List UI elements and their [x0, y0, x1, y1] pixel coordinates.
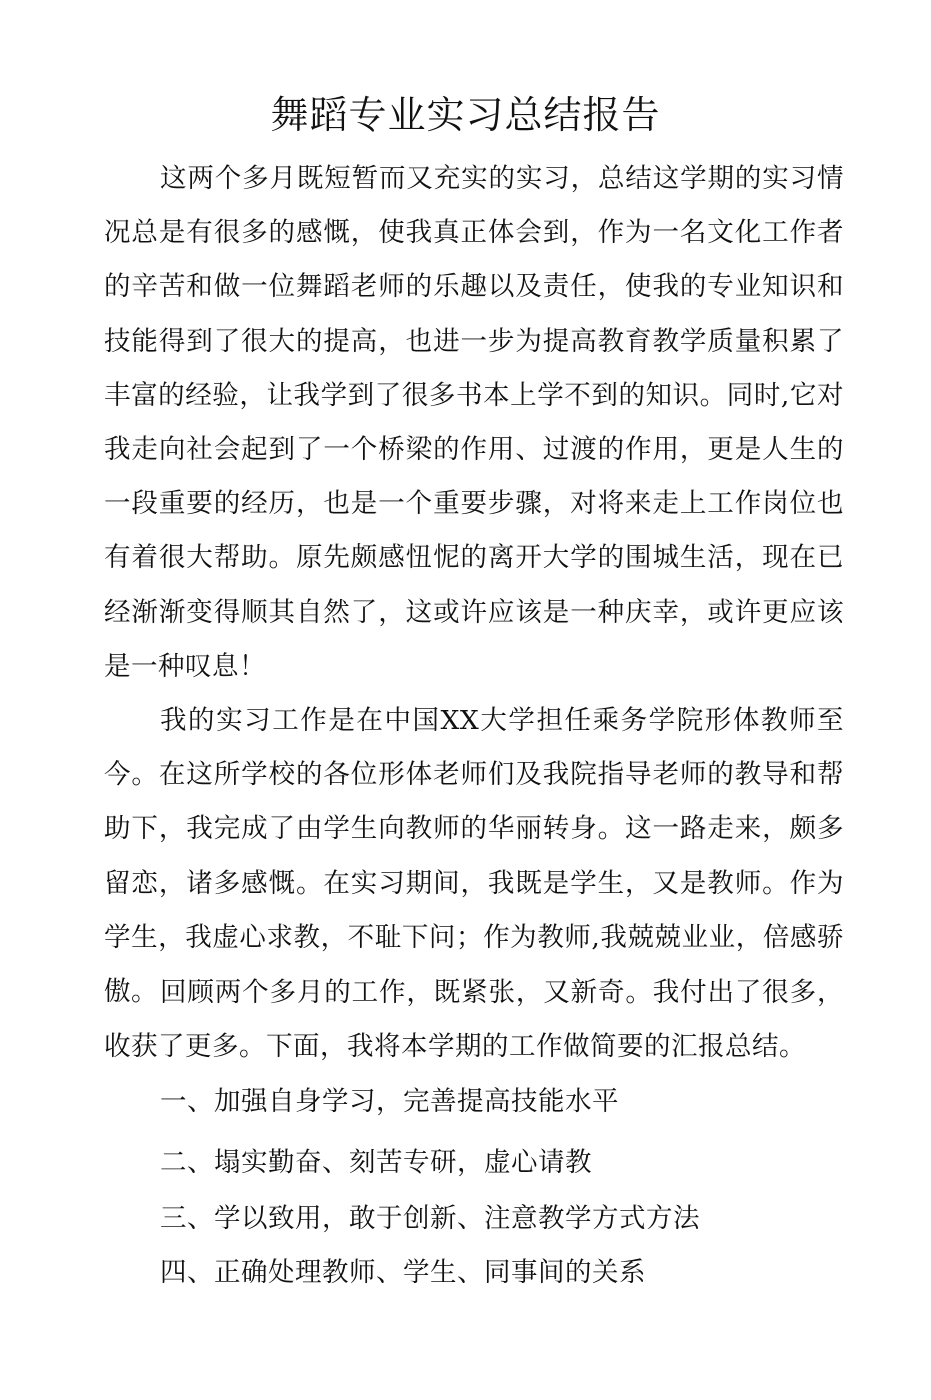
section-heading-3: 三、学以致用，敢于创新、注意教学方式方法 [160, 1203, 700, 1234]
section-heading-1: 一、加强自身学习，完善提高技能水平 [160, 1086, 619, 1117]
section-heading-4: 四、正确处理教师、学生、同事间的关系 [160, 1257, 646, 1288]
section-heading-2: 二、塌实勤奋、刻苦专研，虚心请教 [160, 1147, 592, 1178]
document-title: 舞蹈专业实习总结报告 [270, 93, 661, 137]
paragraph-internship-work: 我的实习工作是在中国XX大学担任乘务学院形体教师至今。在这所学校的各位形体老师们及我院指导老师的教导和帮助下，我完成了由学生向教师的华丽转身。这一路走来，颇多留恋，诸多感慨。在实习期间，我既是学生，又是教师。作为学生，我虚心求教，不耻下问；作为教师,我兢兢业业，倍感骄傲。 [104, 705, 844, 1008]
paragraph-intro: 这两个多月既短暂而又充实的实习，总结这学期的实习情况总是有很多的感慨，使我真正体会到，作为一名文化工作者的辛苦和做一位舞蹈老师的乐趣以及责任，使我的专业知识和技能得到了很大的提高，也进一步为提高教育教学质量积累了丰富的经验，让我学到了很多书本上学不到的知识。同时,它对我走向社会起到了一个桥梁的作用、过渡的作用，更是人生的一段重要的经历，也是一个重要步骤，对将来走上工作岗位也有着很大帮助。原先颇感忸怩的离开大学的围城生活，现在已经渐渐变得顺其自然了，这或许应该是一种庆幸，或许更应该是一种叹息！ [104, 163, 844, 682]
paragraph-review: 回顾两个多月的工作，既紧张，又新奇。我付出了很多，收获了更多。下面，我将本学期的工作做简要的汇报总结。 [104, 977, 844, 1063]
